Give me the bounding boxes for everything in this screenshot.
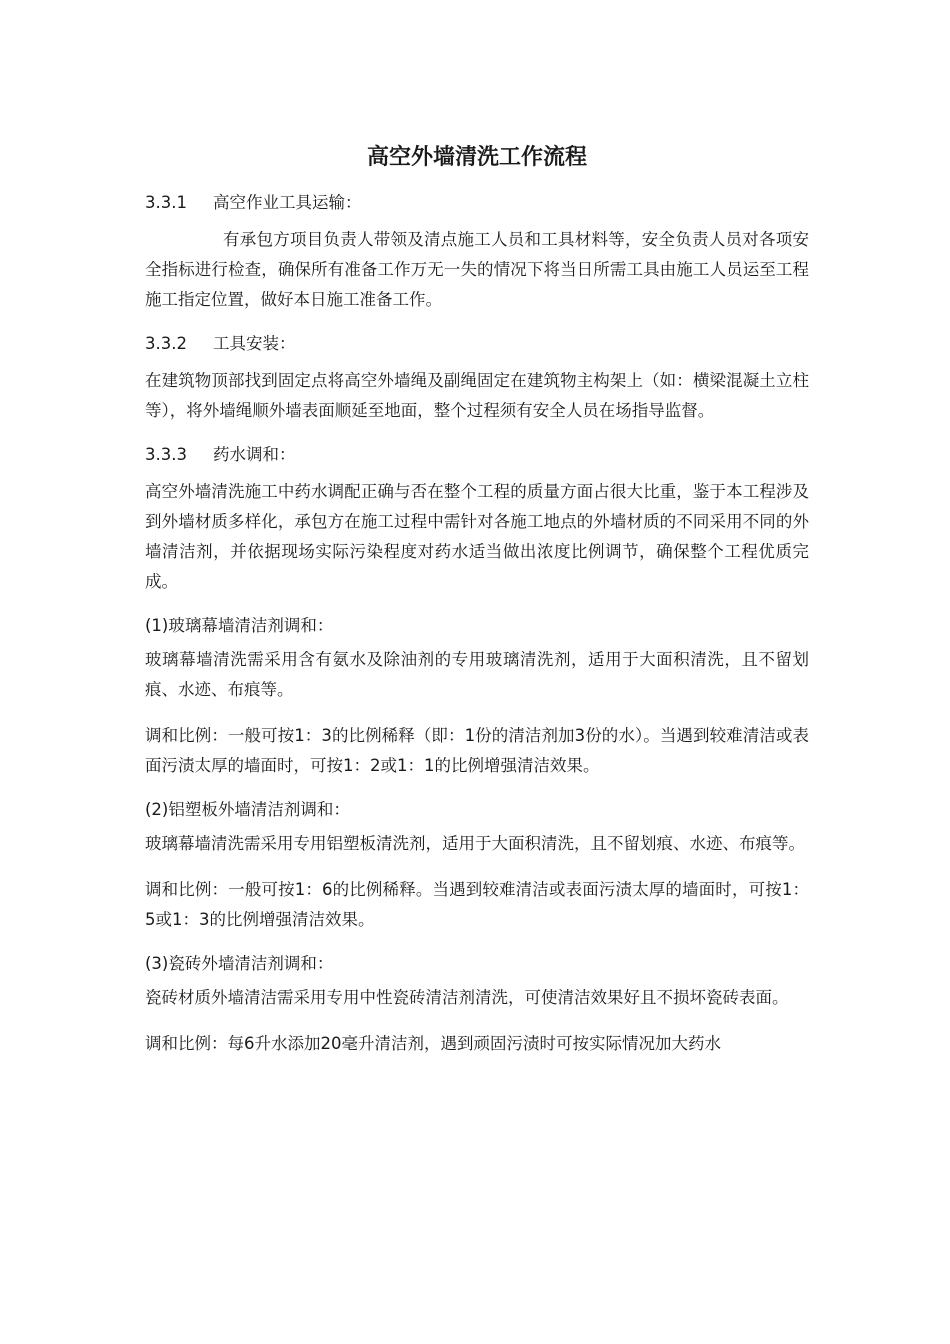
section-paragraph: 在建筑物顶部找到固定点将高空外墙绳及副绳固定在建筑物主构架上（如：横梁混凝土立柱等），将外墙绳顺外墙表面顺延至地面，整个过程须有安全人员在场指导监督。 [145, 371, 809, 420]
section-heading-3-3-1 [145, 190, 809, 216]
document-title: 高空外墙清洗工作流程 [366, 145, 587, 170]
section-title: 高空作业工具运输： [213, 193, 362, 212]
subsection-paragraph: 瓷砖材质外墙清洁需采用专用中性瓷砖清洁剂清洗，可使清洁效果好且不损坏瓷砖表面。 [145, 988, 789, 1007]
section-heading-3-3-3 [145, 442, 809, 468]
section-title: 药水调和： [213, 445, 296, 464]
ratio-paragraph: 调和比例：一般可按1：3的比例稀释（即：1份的清洁剂加3份的水）。当遇到较难清洁或表面污渍太厚的墙面时，可按1：2或1：1的比例增强清洁效果。 [145, 726, 809, 775]
section-number: 3.3.2 [145, 334, 187, 353]
section-paragraph: 高空外墙清洗施工中药水调配正确与否在整个工程的质量方面占很大比重，鉴于本工程涉及到外墙材质多样化，承包方在施工过程中需针对各施工地点的外墙材质的不同采用不同的外墙清洁剂，并依据现场实际污染程度对药水适当做出浓度比例调节，确保整个工程优质完成。 [145, 482, 809, 591]
section-title: 工具安装： [213, 334, 296, 353]
section-heading-3-3-2 [145, 331, 809, 357]
section-number: 3.3.1 [145, 193, 187, 212]
subsection-heading-glass: (1)玻璃幕墙清洁剂调和： [145, 616, 334, 635]
subsection-paragraph: 玻璃幕墙清洗需采用含有氨水及除油剂的专用玻璃清洗剂，适用于大面积清洗，且不留划痕、水迹、布痕等。 [145, 650, 809, 699]
section-paragraph: 有承包方项目负责人带领及清点施工人员和工具材料等，安全负责人员对各项安全指标进行检查，确保所有准备工作万无一失的情况下将当日所需工具由施工人员运至工程施工指定位置，做好本日施工准备工作。 [145, 230, 809, 309]
ratio-paragraph: 调和比例：一般可按1：6的比例稀释。当遇到较难清洁或表面污渍太厚的墙面时，可按1：5或1：3的比例增强清洁效果。 [145, 880, 809, 929]
ratio-paragraph: 调和比例：每6升水添加20毫升清洁剂，遇到顽固污渍时可按实际情况加大药水 [145, 1034, 721, 1053]
subsection-heading-aluminum: (2)铝塑板外墙清洁剂调和： [145, 800, 350, 819]
subsection-heading-tile: (3)瓷砖外墙清洁剂调和： [145, 954, 334, 973]
section-number: 3.3.3 [145, 445, 187, 464]
subsection-paragraph: 玻璃幕墙清洗需采用专用铝塑板清洗剂，适用于大面积清洗，且不留划痕、水迹、布痕等。 [145, 834, 805, 853]
